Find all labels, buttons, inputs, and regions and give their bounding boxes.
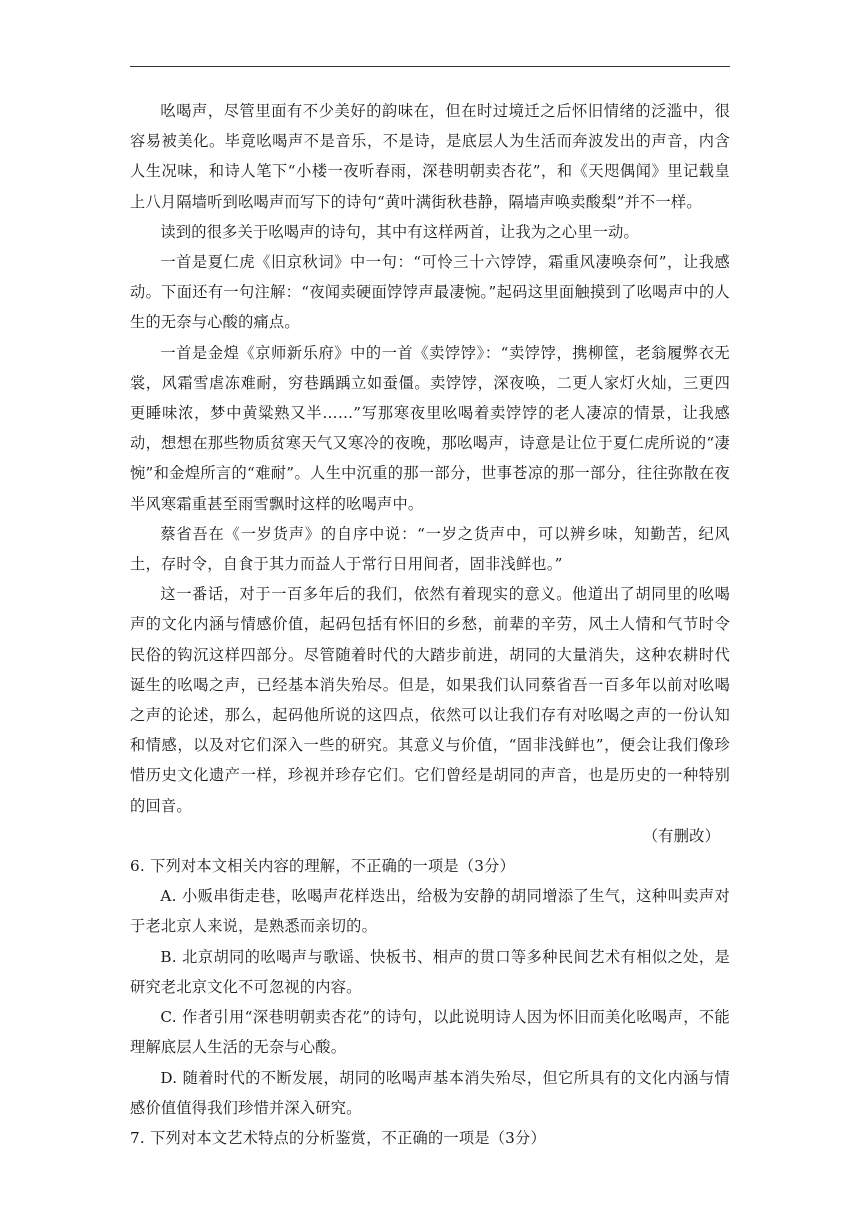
question-stem-6: 6. 下列对本文相关内容的理解，不正确的一项是（3分） [130,857,516,876]
source-note: （有删改） [642,826,720,845]
question-6-option-b: B. 北京胡同的吆喝声与歌谣、快板书、相声的贯口等多种民间艺术有相似之处，是研究老北京文化不可忽视的内容。 [130,947,730,996]
passage-paragraph: 一首是夏仁虎《旧京秋词》中一句：“可怜三十六饽饽，霜重风凄唤奈何”，让我感动。下面还有一句注解：“夜闻卖硬面饽饽声最凄惋。”起码这里面触摸到了吆喝声中的人生的无奈与心酸的痛点。 [130,253,730,332]
question-6-option-a: A. 小贩串街走巷，吆喝声花样迭出，给极为安静的胡同增添了生气，这种叫卖声对于老北京人来说，是熟悉而亲切的。 [130,887,730,936]
page-content [130,96,730,1153]
passage-paragraph: 这一番话，对于一百多年后的我们，依然有着现实的意义。他道出了胡同里的吆喝声的文化内涵与情感价值，起码包括有怀旧的乡愁，前辈的辛劳，风土人情和气节时令民俗的钩沉这样四部分。尽管随着时代的大踏步前进，胡同的大量消失，这种农耕时代诞生的吆喝之声，已经基本消失殆尽。但是，如果我们认同蔡省吾一百多年以前对吆喝之声的论述，那么，起码他所说的这四点，依然可以让我们存有对吆喝之声的一份认知和情感，以及对它们深入一些的研究。其意义与价值，“固非浅鲜也”，便会让我们像珍惜历史文化遗产一样，珍视并珍存它们。它们曾经是胡同的声音，也是历史的一种特别的回音。 [130,585,730,815]
passage-paragraph: 一首是金煌《京师新乐府》中的一首《卖饽饽》：“卖饽饽，携柳筐，老翁履弊衣无裳，风霜雪虐冻难耐，穷巷踽踽立如蚕僵。卖饽饽，深夜唤，二更人家灯火灿，三更四更睡味浓，梦中黄粱熟又半……”写那寒夜里吆喝着卖饽饽的老人凄凉的情景，让我感动，想想在那些物质贫寒天气又寒冷的夜晚，那吆喝声，诗意是让位于夏仁虎所说的“凄惋”和金煌所言的“难耐”。人生中沉重的那一部分，世事苍凉的那一部分，往往弥散在夜半风寒霜重甚至雨雪飘时这样的吆喝声中。 [130,343,730,513]
question-stem-7: 7. 下列对本文艺术特点的分析鉴赏，不正确的一项是（3分） [130,1128,546,1147]
passage-paragraph: 读到的很多关于吆喝声的诗句，其中有这样两首，让我为之心里一动。 [160,222,639,241]
passage-paragraph: 蔡省吾在《一岁货声》的自序中说：“一岁之货声中，可以辨乡味，知勤苦，纪风土，存时令，自食于其力而益人于常行日用间者，固非浅鲜也。” [130,524,730,574]
header-rule [130,66,730,67]
question-6-option-c: C. 作者引用“深巷明朝卖杏花”的诗句，以此说明诗人因为怀旧而美化吆喝声，不能理解底层人生活的无奈与心酸。 [130,1008,730,1057]
question-6-option-d: D. 随着时代的不断发展，胡同的吆喝声基本消失殆尽，但它所具有的文化内涵与情感价值值得我们珍惜并深入研究。 [130,1068,730,1117]
passage-paragraph: 吆喝声，尽管里面有不少美好的韵味在，但在时过境迁之后怀旧情绪的泛滥中，很容易被美化。毕竟吆喝声不是音乐，不是诗，是底层人为生活而奔波发出的声音，内含人生况味，和诗人笔下“小楼一夜听春雨，深巷明朝卖杏花”，和《天咫偶闻》里记载皇上八月隔墙听到吆喝声而写下的诗句“黄叶满街秋巷静，隔墙声唤卖酸梨”并不一样。 [130,102,730,211]
